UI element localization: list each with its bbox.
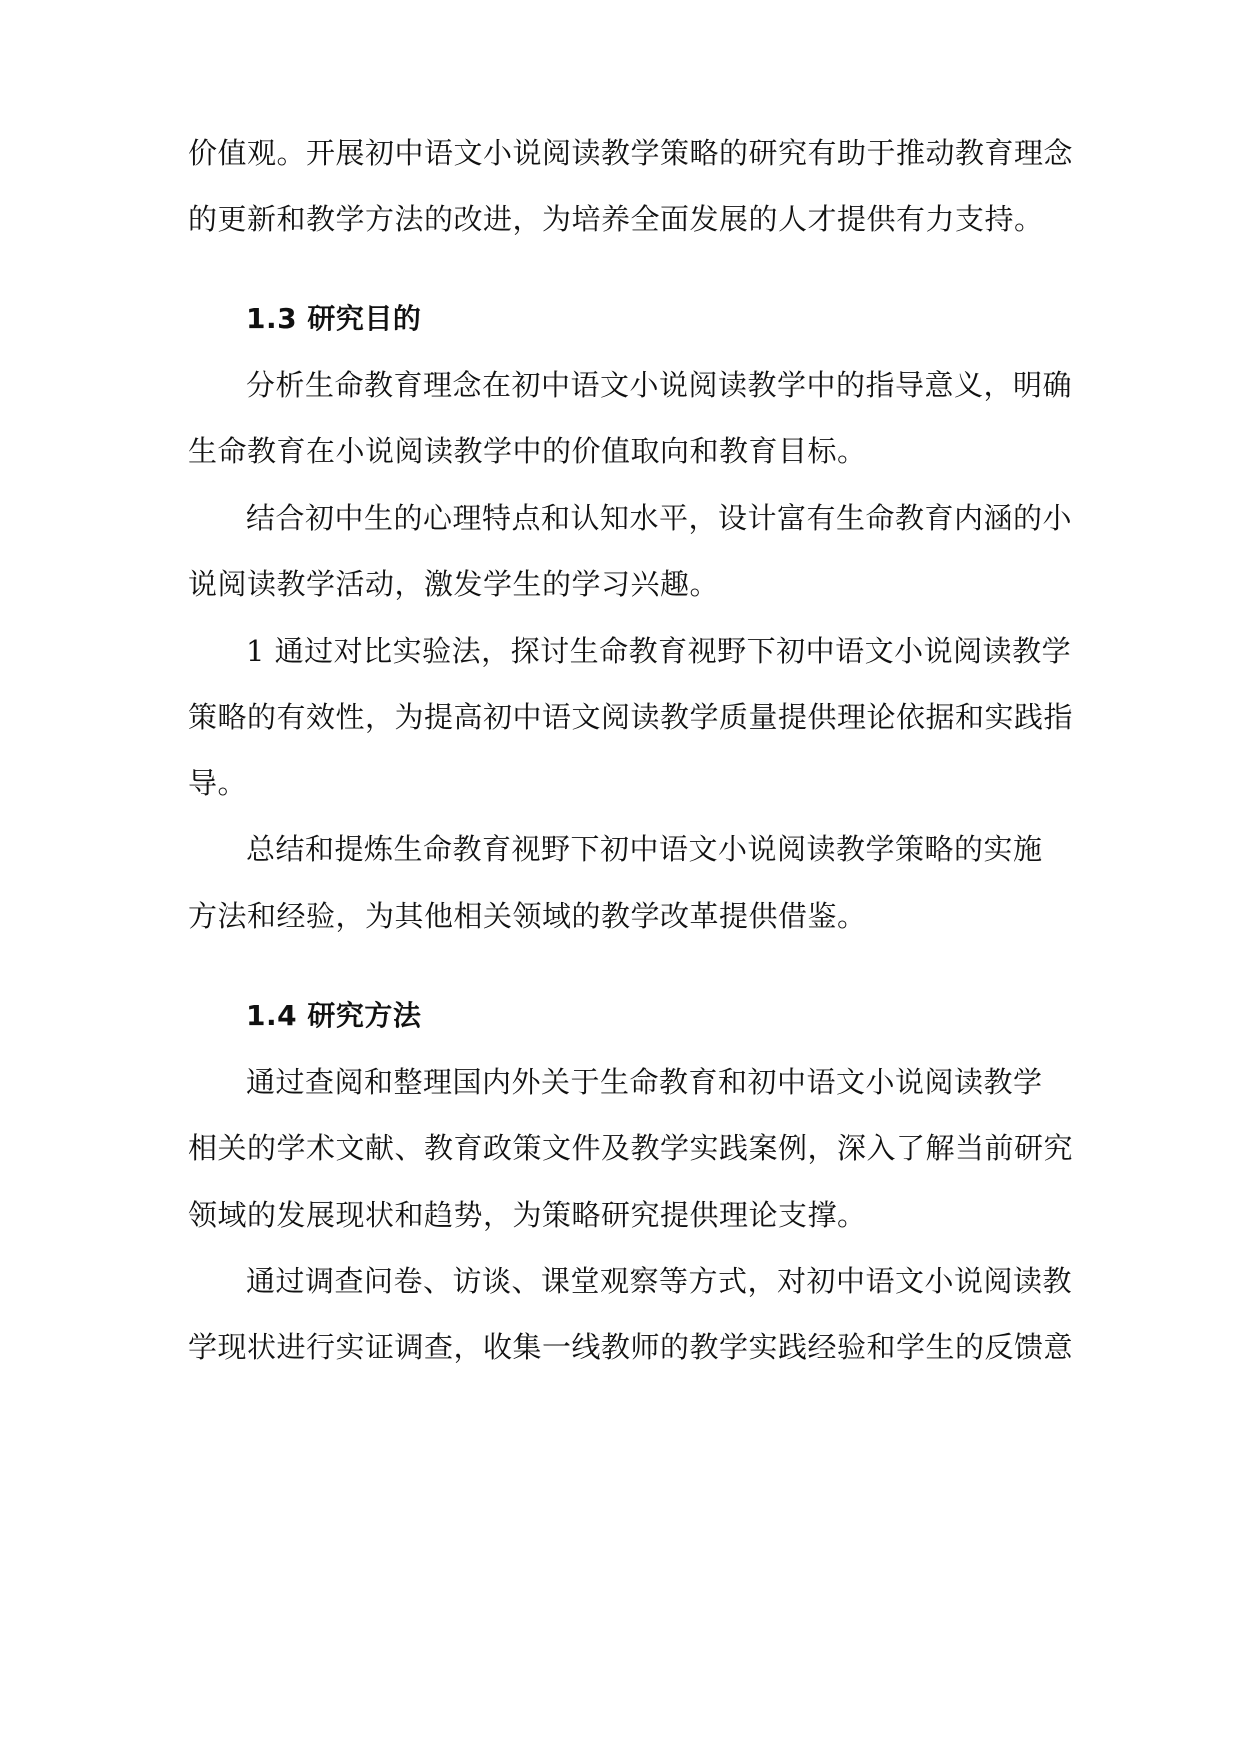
paragraph-line: 导。 xyxy=(188,766,248,800)
paragraph-line: 分析生命教育理念在初中语文小说阅读教学中的指导意义，明确 xyxy=(246,368,1073,402)
paragraph-line: 生命教育在小说阅读教学中的价值取向和教育目标。 xyxy=(188,434,867,468)
section-heading-1-4: 1.4 研究方法 xyxy=(246,999,422,1032)
paragraph-line: 通过查阅和整理国内外关于生命教育和初中语文小说阅读教学 xyxy=(246,1065,1043,1099)
paragraph-line: 策略的有效性，为提高初中语文阅读教学质量提供理论依据和实践指 xyxy=(188,700,1074,734)
intro-line-2: 的更新和教学方法的改进，为培养全面发展的人才提供有力支持。 xyxy=(188,202,1044,236)
paragraph-line: 通过调查问卷、访谈、课堂观察等方式，对初中语文小说阅读教 xyxy=(246,1264,1073,1298)
paragraph-line: 1 通过对比实验法，探讨生命教育视野下初中语文小说阅读教学 xyxy=(246,634,1072,668)
paragraph-line: 说阅读教学活动，激发学生的学习兴趣。 xyxy=(188,567,720,601)
paragraph-line: 结合初中生的心理特点和认知水平，设计富有生命教育内涵的小 xyxy=(246,501,1073,535)
section-heading-1-3: 1.3 研究目的 xyxy=(246,302,422,335)
paragraph-line: 方法和经验，为其他相关领域的教学改革提供借鉴。 xyxy=(188,899,867,933)
paragraph-line: 总结和提炼生命教育视野下初中语文小说阅读教学策略的实施 xyxy=(246,832,1043,866)
paragraph-line: 学现状进行实证调查，收集一线教师的教学实践经验和学生的反馈意 xyxy=(188,1330,1074,1364)
paragraph-line: 相关的学术文献、教育政策文件及教学实践案例，深入了解当前研究 xyxy=(188,1131,1074,1165)
paragraph-line: 领域的发展现状和趋势，为策略研究提供理论支撑。 xyxy=(188,1198,867,1232)
intro-line-1: 价值观。开展初中语文小说阅读教学策略的研究有助于推动教育理念 xyxy=(188,136,1074,170)
